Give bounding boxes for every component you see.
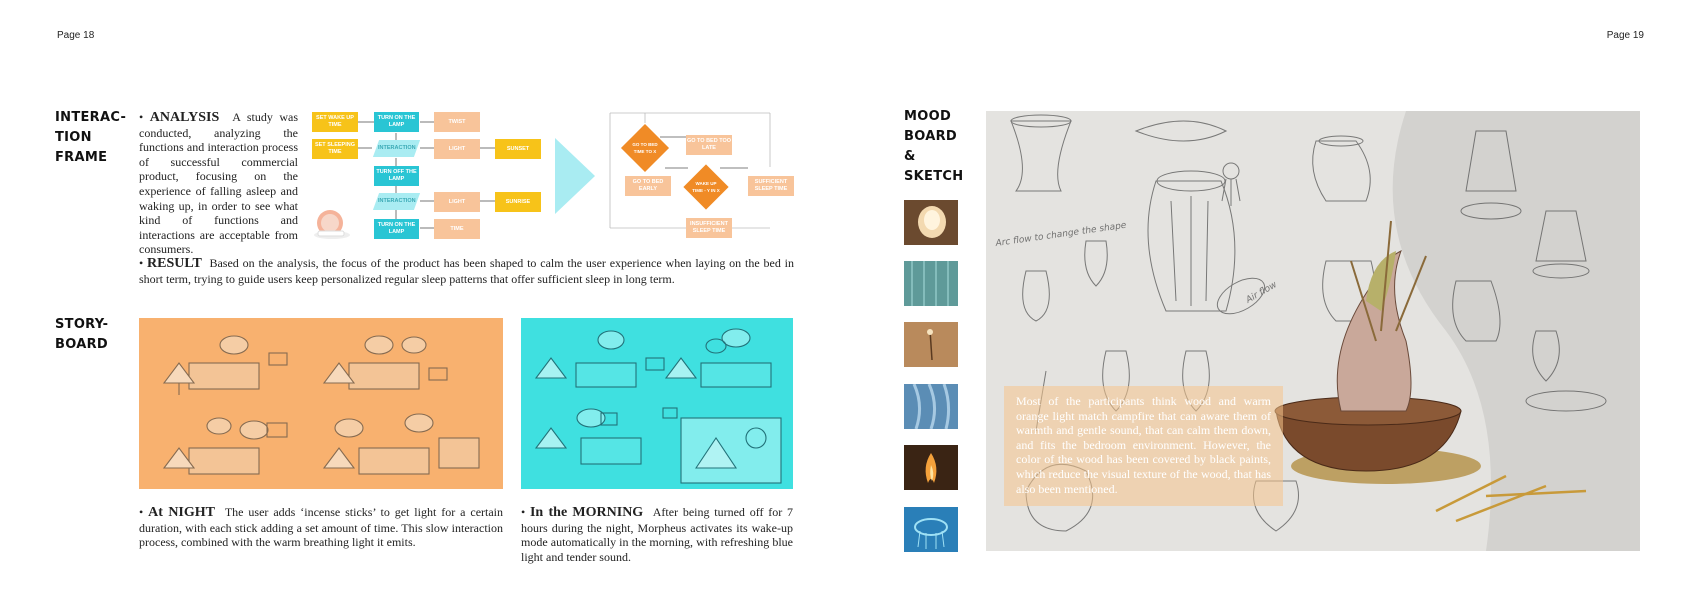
page-number-right: Page 19 [1606,30,1644,41]
interaction-frame-title: INTERAC- TION FRAME [55,110,127,165]
morning-label: In the MORNING [529,505,644,520]
flow-interaction-box: INTERACTION [373,140,420,157]
flow-turn-on-lamp-box-2: TURN ON THE LAMP [374,219,419,239]
morning-text: After being turned off for 7 hours during the night, Morpheus activates its wake-up mode automatically in the morning, with refreshing blue light and tender sound. [521,505,794,564]
analysis-text: A study was conducted, analyzing the functions and interaction process of successful commercial product, focusing on the experience of falling asleep and waking up, in order to see what kind of functions and interactions are acceptable from consumers. [139,110,299,257]
flow-interaction-box-2: INTERACTION [373,193,420,210]
night-label: At NIGHT [148,505,215,520]
flow-light-box: LIGHT [434,139,480,159]
flow-set-sleeping-box: SET SLEEPING TIME [312,139,358,159]
result-paragraph: • RESULT Based on the analysis, the focus of the product has been shaped to calm the user experience when laying on the bed in short term, trying to guide users keep personalized regular sleep patterns that offer sufficient sleep in long term. [139,256,795,286]
sketch-annotation-air-flow: Air flow [1244,279,1279,306]
flow-twist-box: TWIST [434,112,480,132]
flow-set-wakeup-box: SET WAKE UP TIME [312,112,358,132]
mood-caption-box [1004,386,1283,506]
flowchart-left-connectors [0,0,600,260]
flow-turn-on-lamp-box: TURN ON THE LAMP [374,112,419,132]
analysis-paragraph: • ANALYSIS A study was conducted, analyzing the functions and interaction process of successful commercial product, focusing on the experience of falling asleep and waking up, in order to see what kind of functions and interactions are acceptable from consumers. [139,110,299,257]
result-text: Based on the analysis, the focus of the product has been shaped to calm the user experience when laying on the bed in short term, trying to guide users keep personalized regular sleep patterns that offer sufficient sleep in long term. [139,256,795,286]
night-text: The user adds ‘incense sticks’ to get light for a certain duration, with each stick adding a set amount of time. This slow interaction process, combined with the warm breathing light it emits. [139,505,504,550]
mood-thumb-lamp-glow [904,200,958,245]
storyboard-night-image [139,318,503,489]
mood-thumb-jellyfish [904,507,958,552]
flow-sufficient-box: SUFFICIENT SLEEP TIME [748,176,794,196]
morning-paragraph: • In the MORNING After being turned off for 7 hours during the night, Morpheus activates its wake-up mode automatically in the morning, with refreshing blue light and tender sound. [521,505,794,564]
sketch-annotation-arc-flow: Arc flow to change the shape [995,220,1128,249]
page-number-left: Page 18 [57,30,95,41]
mood-board-title: MOOD BOARD & SKETCH [904,109,964,184]
flow-sunset-box: SUNSET [495,139,541,159]
flow-insufficient-box: INSUFFICIENT SLEEP TIME [686,218,732,238]
storyboard-morning-image [521,318,793,489]
mood-thumb-campfire [904,445,958,490]
mood-caption-text: Most of the participants think wood and warm orange light match campfire that can aware them of warmth and gentle sound, that can calm them down, and fits the bedroom environment. However, the color of the wood has been covered by black paints, which reduce the visual texture of the wood, that has also been mentioned. [1016,394,1271,496]
storyboard-title: STORY- BOARD [55,317,109,352]
analysis-label: ANALYSIS [149,110,220,125]
mood-thumb-incense [904,322,958,367]
flow-too-late-box: GO TO BED TOO LATE [686,135,732,155]
flow-light-box-2: LIGHT [434,192,480,212]
flow-sunrise-box: SUNRISE [495,192,541,212]
result-label: RESULT [147,256,202,271]
mood-thumb-blue-curtain [904,384,958,429]
flow-wake-up-diamond: WAKE UP TIME - Y IN X [683,164,728,209]
mood-thumb-teal-fabric [904,261,958,306]
flow-go-to-bed-diamond: GO TO BED TIME TO X [621,124,669,172]
night-paragraph: • At NIGHT The user adds ‘incense sticks’ to get light for a certain duration, with each stick adding a set amount of time. This slow interaction process, combined with the warm breathing light it emits. [139,505,504,550]
flow-time-box: TIME [434,219,480,239]
flow-early-box: GO TO BED EARLY [625,176,671,196]
flow-arrow-icon [555,138,595,214]
flow-turn-off-lamp-box: TURN OFF THE LAMP [374,166,419,186]
